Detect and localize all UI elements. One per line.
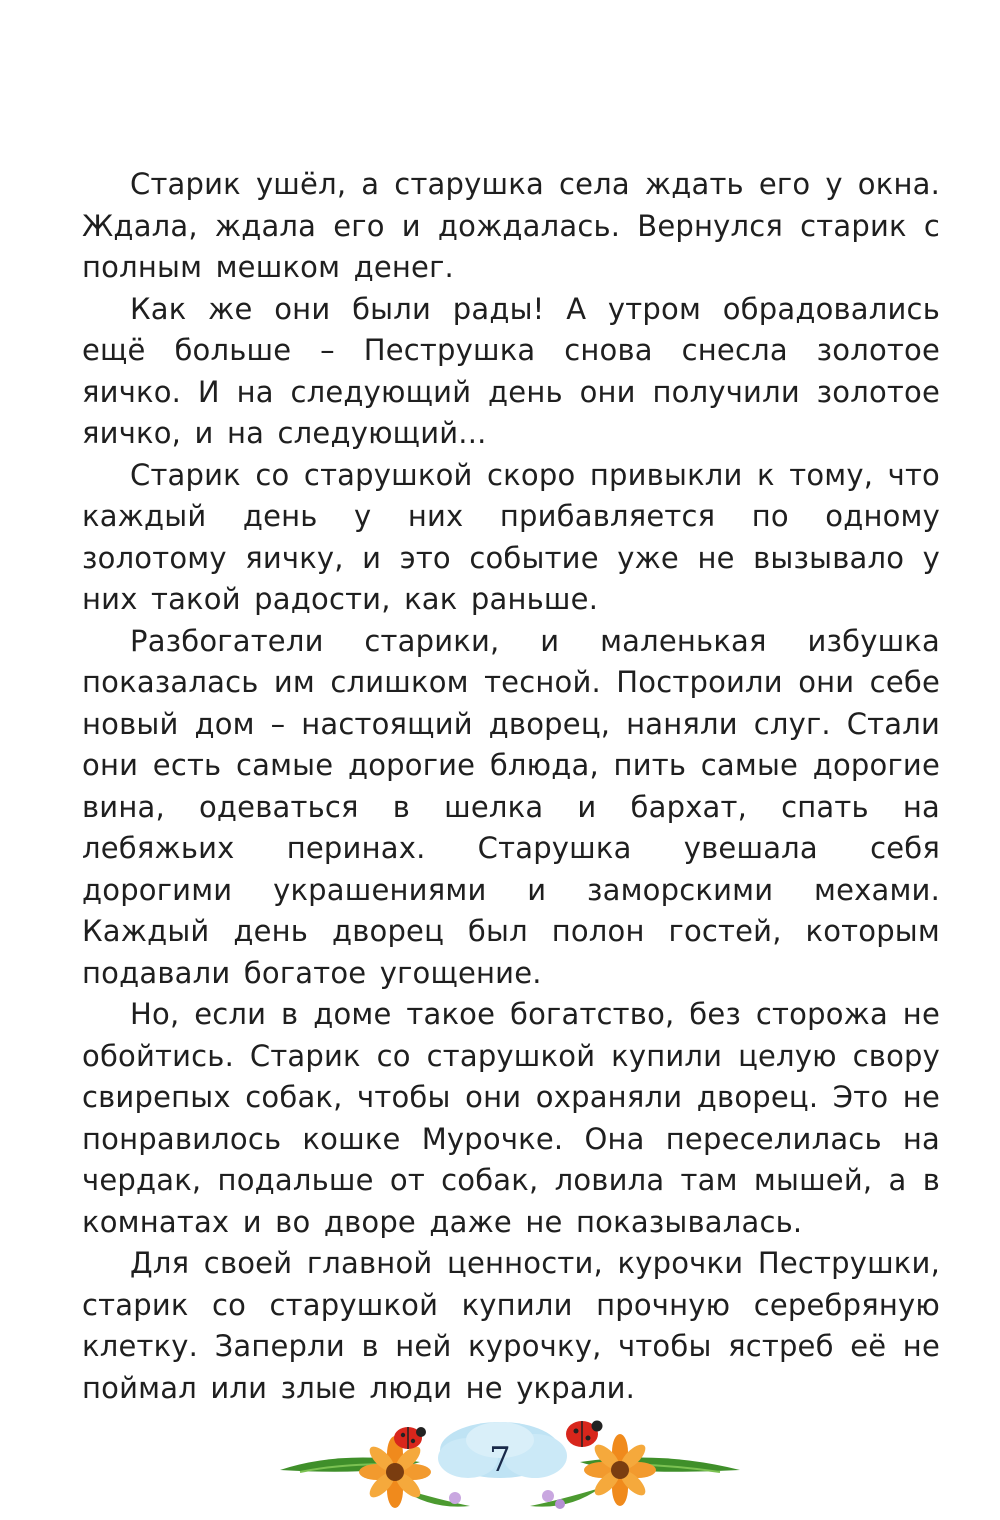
paragraph: Но, если в доме такое богатство, без сторожа не обойтись. Старик со старушкой купили целую свору свирепых собак, чтобы они охраняли дворец. Это не понравилось кошке Мурочке. Она переселилась на чердак, подальше от собак, ловила там мышей, а в комнатах и во дворе даже не показывалась. <box>82 997 940 1239</box>
story-text <box>82 164 940 1409</box>
paragraph: Старик ушёл, а старушка села ждать его у окна. Ждала, ждала его и дождалась. Вернулся старик с полным мешком денег. <box>82 167 940 284</box>
page-number: 7 <box>489 1440 511 1480</box>
paragraph: Для своей главной ценности, курочки Пеструшки, старик со старушкой купили прочную серебряную клетку. Заперли в ней курочку, чтобы ястреб её не поймал или злые люди не украли. <box>82 1246 940 1405</box>
paragraph: Разбогатели старики, и маленькая избушка показалась им слишком тесной. Построили они себе новый дом – настоящий дворец, наняли слуг. Стали они есть самые дорогие блюда, пить самые дорогие вина, одеваться в шелка и бархат, спать на лебяжьих перинах. Старушка увешала себя дорогими украшениями и заморскими мехами. Каждый день дворец был полон гостей, которым подавали богатое угощение. <box>82 623 940 990</box>
paragraph: Как же они были рады! А утром обрадовались ещё больше – Пеструшка снова снесла золотое яичко. И на следующий день они получили золотое яичко, и на следующий... <box>82 291 940 450</box>
paragraph: Старик со старушкой скоро привыкли к тому, что каждый день у них прибавляется по одному золотому яичку, и это событие уже не вызывало у них такой радости, как раньше. <box>82 457 940 616</box>
